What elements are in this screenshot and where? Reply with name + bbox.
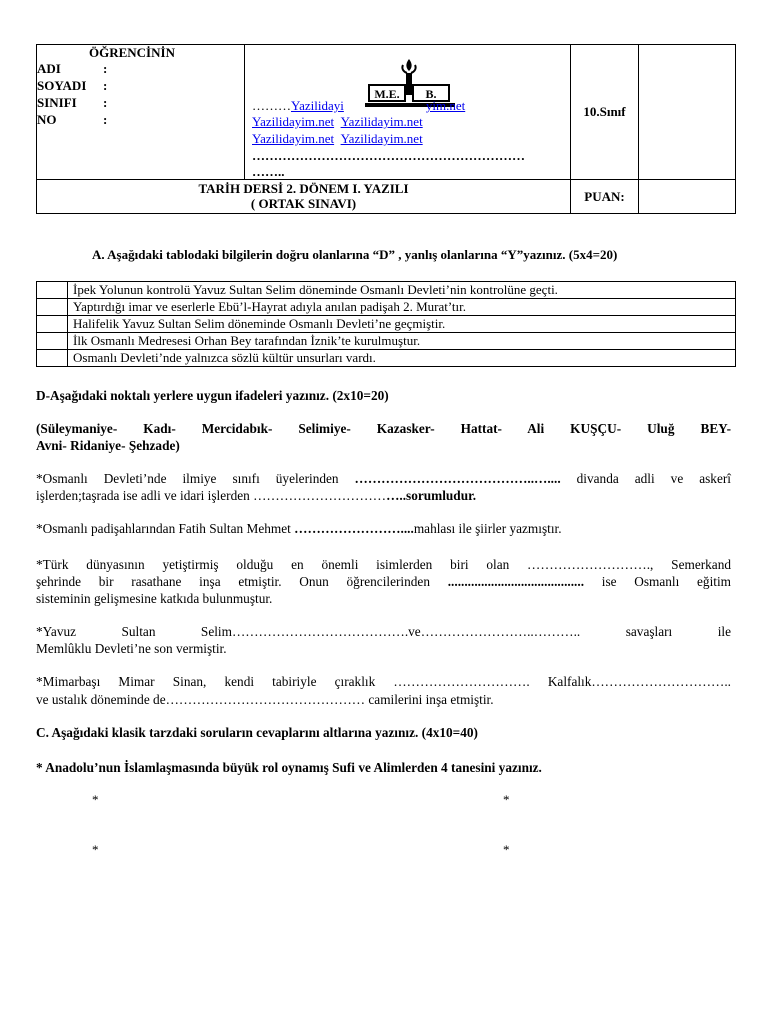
exam-title-cell bbox=[37, 180, 571, 213]
surname-field: SOYADI : bbox=[37, 78, 108, 93]
question-d3-line-2: şehrinde bir rasathane inşa etmiştir. Onun öğrencilerinden ......................................... ise Osmanlı eğitim bbox=[36, 574, 732, 589]
section-d-title: D-Aşağıdaki noktalı yerlere uygun ifadeleri yazınız. (2x10=20) bbox=[36, 388, 389, 403]
answer-bullet[interactable]: * bbox=[92, 792, 99, 807]
section-a-title: A. Aşağıdaki tablodaki bilgilerin doğru olanlarına “D” , yanlış olanlarına “Y”yazınız. (5x4=20) bbox=[92, 247, 618, 262]
answer-box[interactable] bbox=[37, 316, 68, 333]
statement: İpek Yolunun kontrolü Yavuz Sultan Selim döneminde Osmanlı Devleti’nin kontrolüne geçti. bbox=[68, 282, 736, 299]
score-box[interactable] bbox=[639, 180, 735, 213]
question-d5-line-2: ve ustalık döneminde de……………………………………… camilerini inşa etmiştir. bbox=[36, 692, 494, 707]
table-row bbox=[37, 333, 736, 350]
site-link[interactable]: Yazilidayim.net bbox=[340, 114, 423, 129]
site-link[interactable]: Yazilidayi bbox=[291, 98, 344, 113]
site-cell bbox=[245, 45, 571, 180]
answer-bullet[interactable]: * bbox=[503, 842, 510, 857]
empty-cell bbox=[639, 45, 735, 180]
word-bank-line-2: Avni- Ridaniye- Şehzade) bbox=[36, 438, 180, 453]
site-dots-row-2: …….. bbox=[252, 164, 285, 179]
statement: Yaptırdığı imar ve eserlerle Ebü’l-Hayrat adıyla anılan padişah 2. Murat’tır. bbox=[68, 299, 736, 316]
score-label: PUAN: bbox=[571, 180, 639, 213]
site-link[interactable]: Yazilidayim.net bbox=[252, 114, 335, 129]
table-row bbox=[37, 282, 736, 299]
number-field: NO : bbox=[37, 112, 108, 127]
question-d5-line-1: *Mimarbaşı Mimar Sinan, kendi tabiriyle çıraklık …………………………. Kalfalık………………………….. bbox=[36, 674, 731, 689]
student-title: ÖĞRENCİNİN bbox=[89, 45, 175, 60]
question-c1: * Anadolu’nun İslamlaşmasında büyük rol oynamış Sufi ve Alimlerden 4 tanesini yazınız. bbox=[36, 760, 542, 775]
question-d4-line-2: Memlûklu Devleti’ne son vermiştir. bbox=[36, 641, 227, 656]
site-row-3 bbox=[252, 131, 423, 147]
question-d1-line-1: *Osmanlı Devleti’nde ilmiye sınıfı üyelerinden …………………………………..….... divanda adli ve askerî bbox=[36, 471, 731, 486]
site-link[interactable]: Yazilidayim.net bbox=[340, 131, 423, 146]
answer-bullet[interactable]: * bbox=[503, 792, 510, 807]
table-row bbox=[37, 299, 736, 316]
svg-text:B.: B. bbox=[425, 87, 437, 101]
exam-subtitle: ( ORTAK SINAVI) bbox=[250, 196, 357, 211]
site-dots-row: ……………………………………………………… bbox=[252, 148, 525, 163]
table-row bbox=[37, 350, 736, 367]
statement: Osmanlı Devleti’nde yalnızca sözlü kültür unsurları vardı. bbox=[68, 350, 736, 367]
question-d3-line-3: sisteminin gelişmesine katkıda bulunmuştur. bbox=[36, 591, 273, 606]
class-field: SINIFI : bbox=[37, 95, 108, 110]
question-d2: *Osmanlı padişahlarından Fatih Sultan Mehmet ……………………....mahlası ile şiirler yazmıştır. bbox=[36, 521, 562, 536]
site-link[interactable]: Yazilidayim.net bbox=[252, 131, 335, 146]
site-row-1: ………Yazilidayi yim.net bbox=[252, 98, 466, 113]
svg-text:M.E.: M.E. bbox=[374, 87, 400, 101]
class-label: 10.Sınıf bbox=[571, 45, 639, 180]
question-d3-line-1: *Türk dünyasının yetiştirmiş olduğu en önemli isimlerden biri olan ………………………., Semerkand bbox=[36, 557, 731, 572]
fill-blank[interactable]: …………………………………..….... bbox=[354, 471, 561, 486]
word-bank-line-1: (Süleymaniye- Kadı- Mercidabık- Selimiye- Kazasker- Hattat- Ali KUŞÇU- Uluğ BEY- bbox=[36, 421, 731, 436]
site-row-2 bbox=[252, 114, 423, 130]
student-info-cell bbox=[37, 45, 245, 180]
site-link[interactable]: yim.net bbox=[425, 98, 466, 113]
answer-bullet[interactable]: * bbox=[92, 842, 99, 857]
table-row bbox=[37, 316, 736, 333]
question-d4-line-1: *Yavuz Sultan Selim………………………………….ve……………………..……….. savaşları ile bbox=[36, 624, 731, 639]
fill-blank[interactable]: …………………….... bbox=[294, 521, 414, 536]
question-d1-line-2: işlerden;taşrada ise adli ve idari işlerden ……………………………..sorumludur. bbox=[36, 488, 477, 503]
true-false-table bbox=[36, 281, 736, 367]
answer-box[interactable] bbox=[37, 299, 68, 316]
statement: İlk Osmanlı Medresesi Orhan Bey tarafından İznik’te kurulmuştur. bbox=[68, 333, 736, 350]
header-table bbox=[36, 44, 736, 214]
fill-blank[interactable]: ......................................... bbox=[447, 574, 585, 589]
answer-box[interactable] bbox=[37, 333, 68, 350]
answer-box[interactable] bbox=[37, 282, 68, 299]
statement: Halifelik Yavuz Sultan Selim döneminde Osmanlı Devleti’ne geçmiştir. bbox=[68, 316, 736, 333]
section-c-title: C. Aşağıdaki klasik tarzdaki soruların cevaplarını altlarına yazınız. (4x10=40) bbox=[36, 725, 478, 740]
exam-title: TARİH DERSİ 2. DÖNEM I. YAZILI bbox=[198, 181, 409, 196]
answer-box[interactable] bbox=[37, 350, 68, 367]
name-field: ADI : bbox=[37, 61, 108, 76]
